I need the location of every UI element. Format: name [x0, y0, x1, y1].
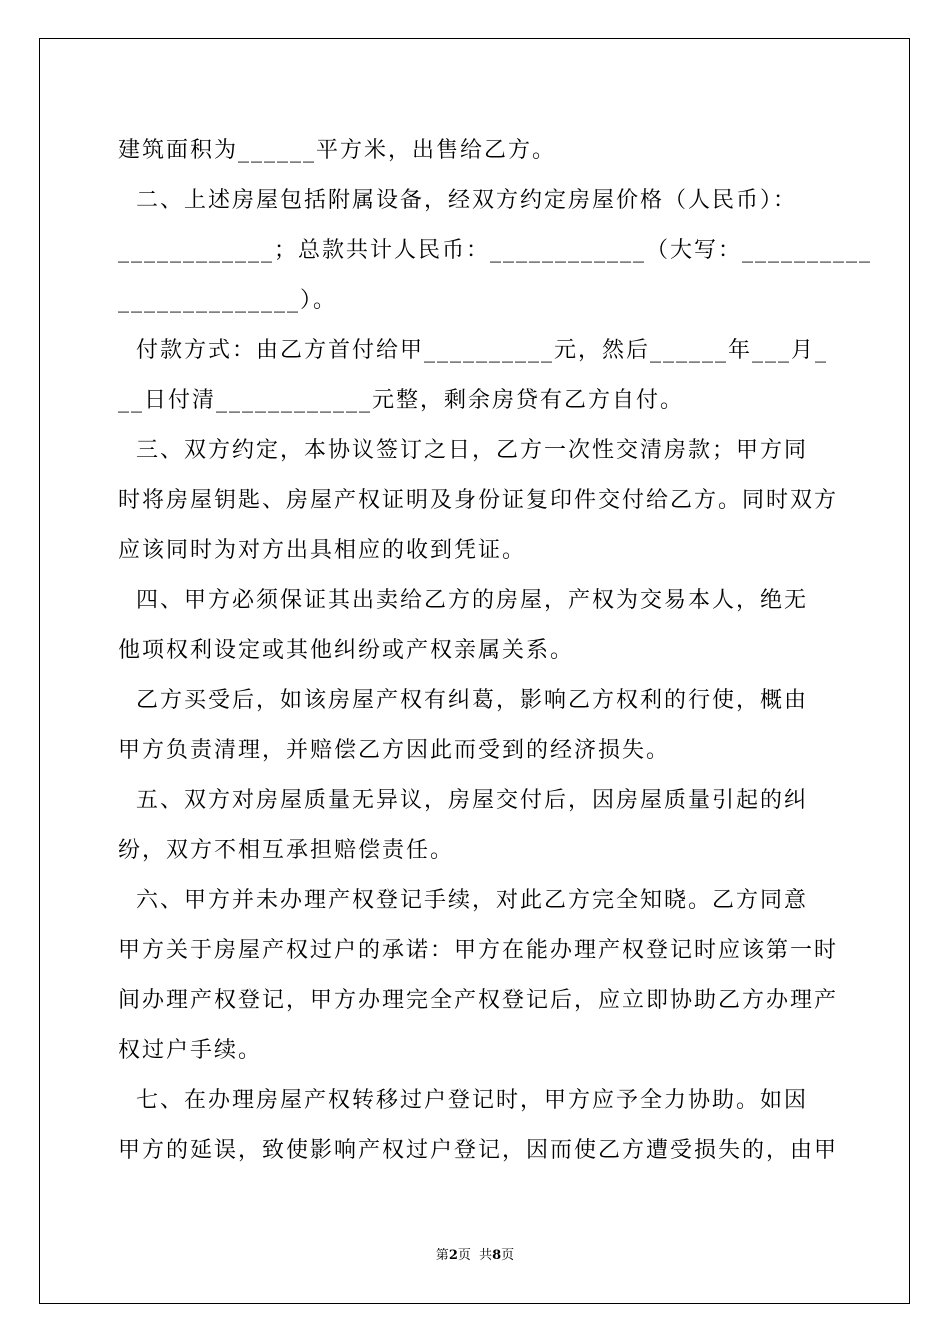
- total-page-number: 8: [492, 1248, 502, 1263]
- text-line: 四、甲方必须保证其出卖给乙方的房屋，产权为交易本人，绝无: [118, 588, 808, 613]
- text-line: ______________）。: [118, 288, 338, 313]
- text-line: __日付清____________元整，剩余房贷有乙方自付。: [118, 388, 685, 413]
- text-line: 他项权利设定或其他纠纷或产权亲属关系。: [118, 638, 575, 663]
- text-line: 五、双方对房屋质量无异议，房屋交付后，因房屋质量引起的纠: [118, 788, 808, 813]
- page-prefix: 第: [435, 1248, 449, 1263]
- text-line: 六、甲方并未办理产权登记手续，对此乙方完全知晓。乙方同意: [118, 888, 808, 913]
- text-line: 应该同时为对方出具相应的收到凭证。: [118, 538, 527, 563]
- text-line: 乙方买受后，如该房屋产权有纠葛，影响乙方权利的行使，概由: [118, 688, 808, 713]
- page-footer: [0, 1244, 950, 1263]
- current-page-number: 2: [448, 1248, 458, 1263]
- text-line: 七、在办理房屋产权转移过户登记时，甲方应予全力协助。如因: [118, 1088, 808, 1113]
- text-line: 付款方式：由乙方首付给甲__________元，然后______年___月_: [118, 338, 828, 363]
- text-line: 二、上述房屋包括附属设备，经双方约定房屋价格（人民币）：: [118, 188, 797, 213]
- text-line: 甲方关于房屋产权过户的承诺：甲方在能办理产权登记时应该第一时: [118, 938, 839, 963]
- text-line: 间办理产权登记，甲方办理完全产权登记后，应立即协助乙方办理产: [118, 988, 839, 1013]
- text-line: 三、双方约定，本协议签订之日，乙方一次性交清房款；甲方同: [118, 438, 808, 463]
- text-line: 甲方负责清理，并赔偿乙方因此而受到的经济损失。: [118, 738, 671, 763]
- text-line: 纷，双方不相互承担赔偿责任。: [118, 838, 455, 863]
- page-suffix: 页: [501, 1248, 515, 1263]
- text-line: 时将房屋钥匙、房屋产权证明及身份证复印件交付给乙方。同时双方: [118, 488, 839, 513]
- text-line: ____________；总款共计人民币：____________（大写：__________: [118, 238, 873, 263]
- text-line: 甲方的延误，致使影响产权过户登记，因而使乙方遭受损失的，由甲: [118, 1138, 839, 1163]
- text-line: 权过户手续。: [118, 1038, 263, 1063]
- text-line: 建筑面积为______平方米，出售给乙方。: [118, 138, 557, 163]
- page-middle: 页 共: [457, 1248, 493, 1263]
